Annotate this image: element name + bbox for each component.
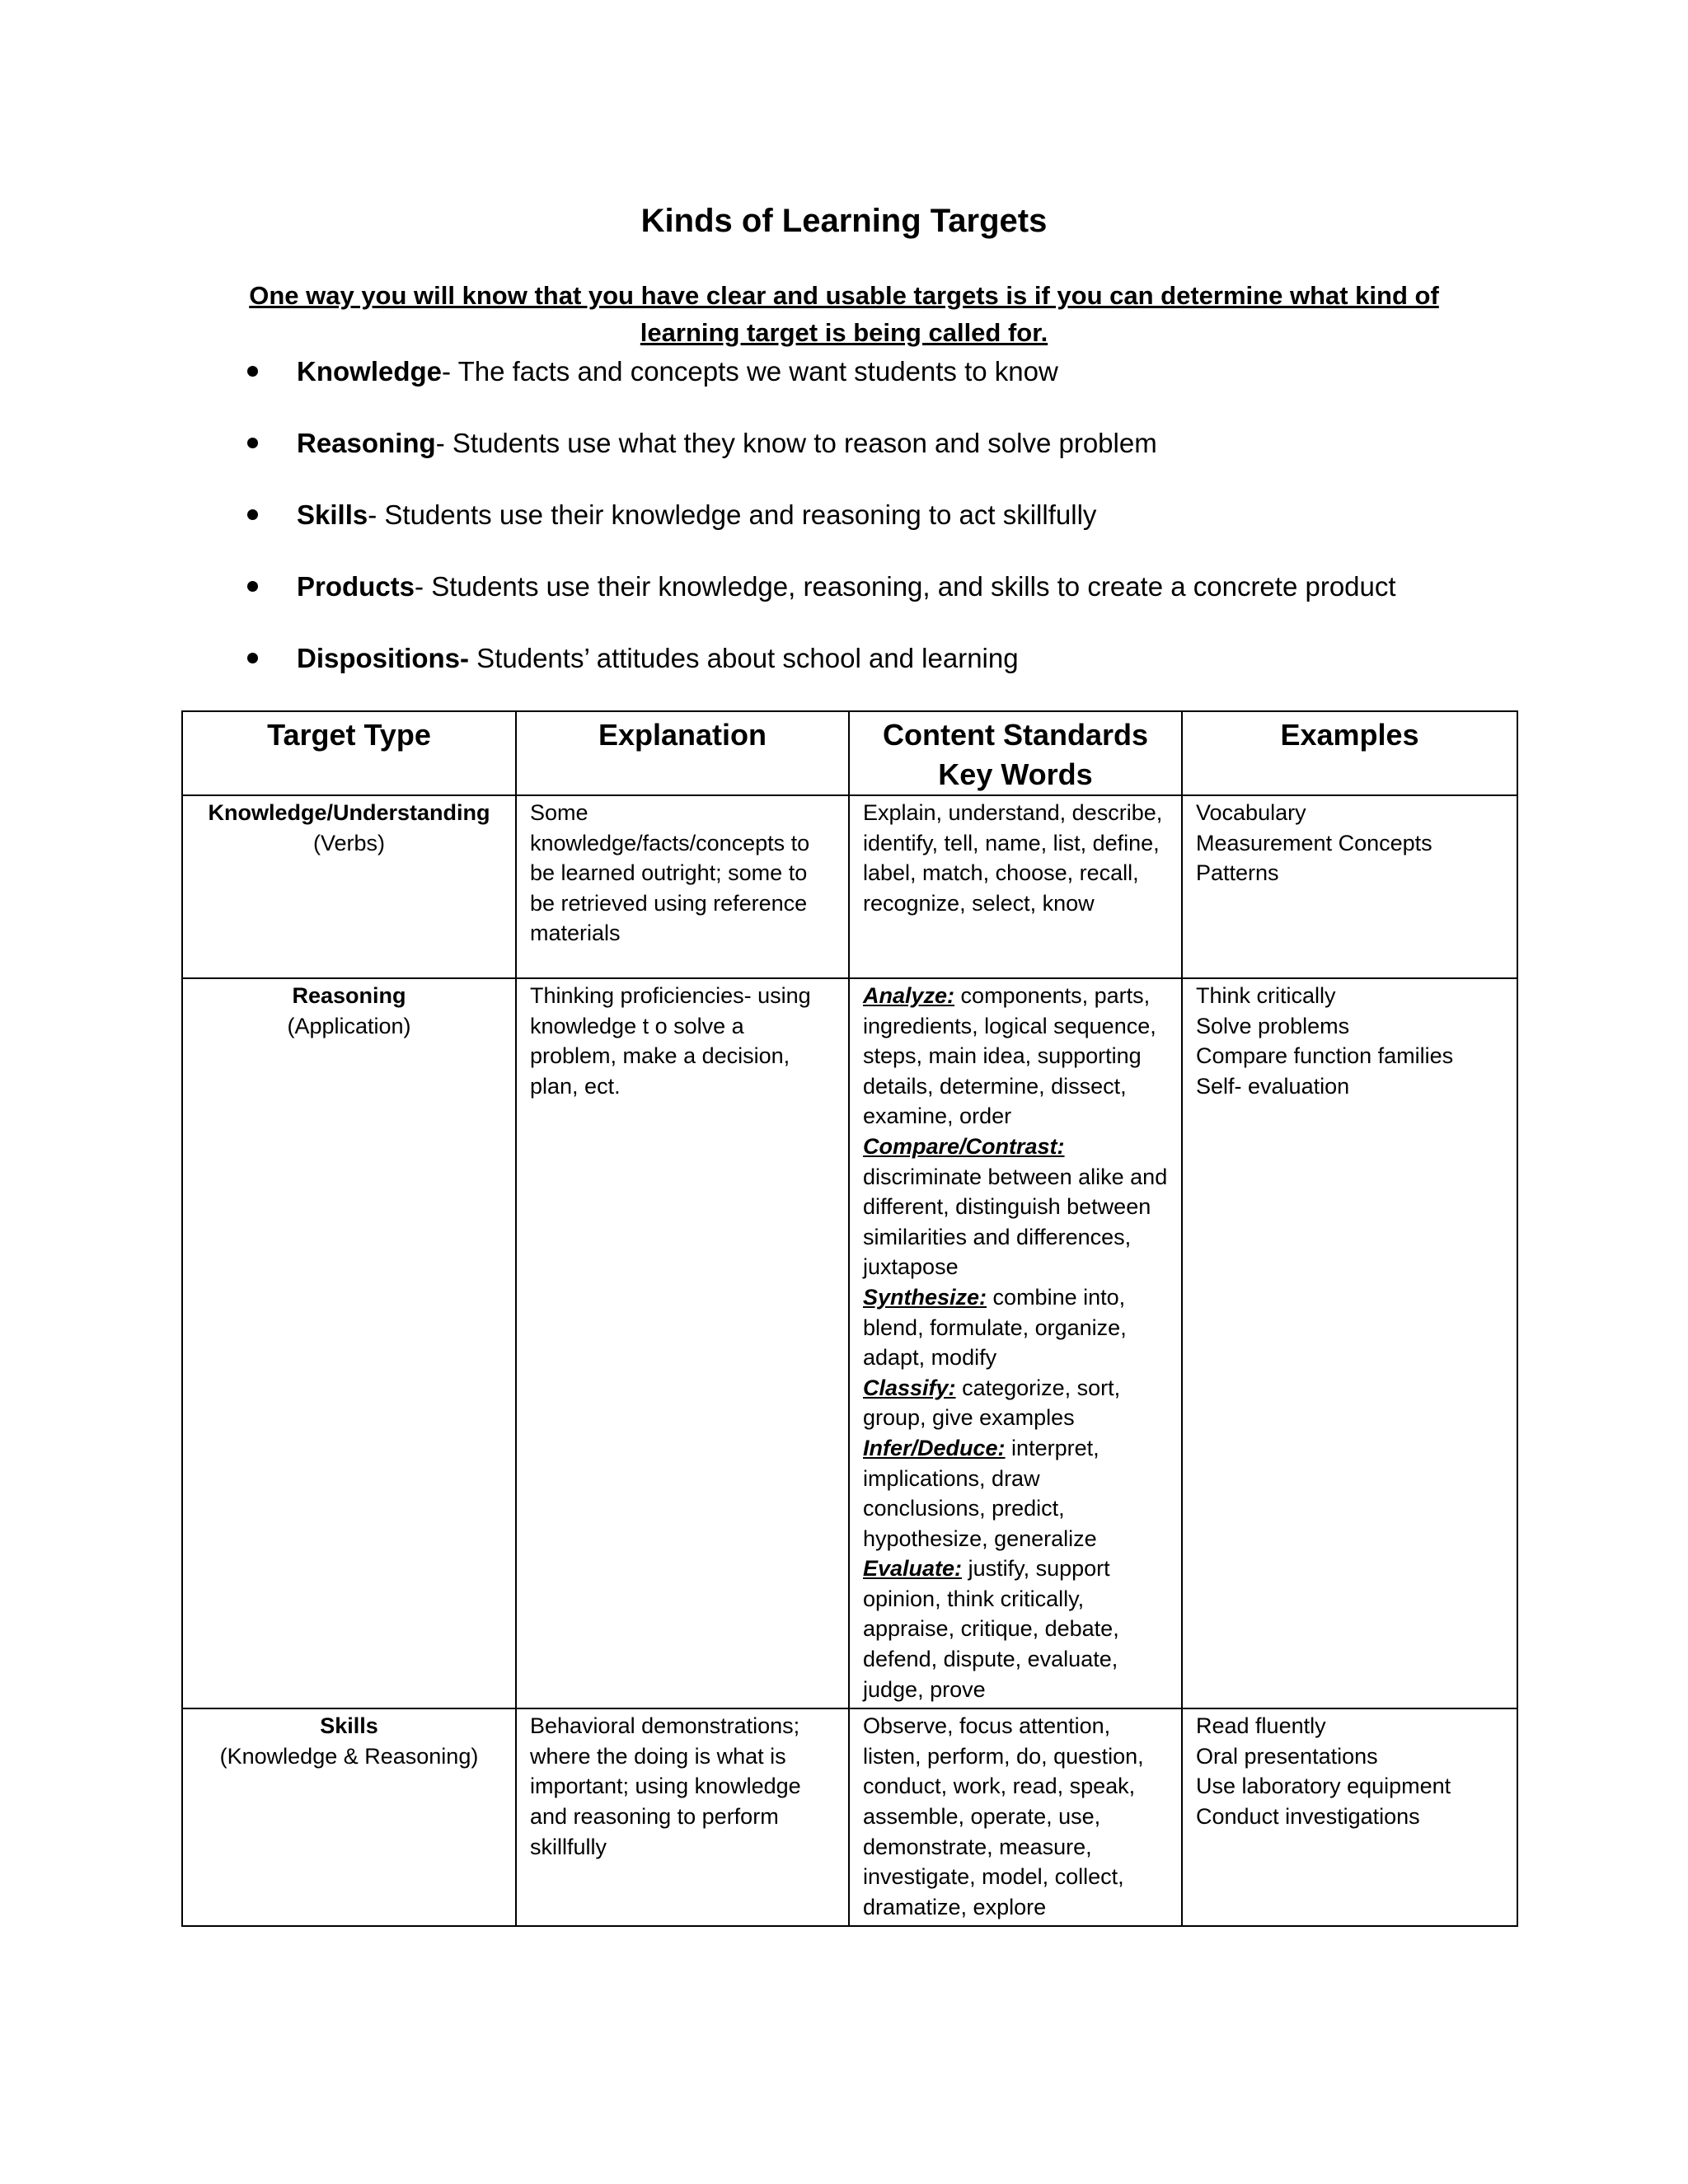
header-target-type: Target Type xyxy=(182,711,516,795)
keyword-text: discriminate between alike and different, distinguish between similarities and differences, juxtapose xyxy=(863,1164,1168,1280)
target-type-name: Skills xyxy=(320,1713,378,1739)
target-type-cell xyxy=(182,795,516,978)
keywords-cell xyxy=(849,978,1182,1708)
keyword-group-compare xyxy=(863,1132,1168,1282)
keyword-label: Evaluate: xyxy=(863,1556,963,1582)
table-header-row xyxy=(182,711,1517,795)
bullet-icon xyxy=(247,653,258,663)
learning-targets-table xyxy=(181,710,1518,1927)
bullet-icon xyxy=(247,581,258,592)
bullet-text: Students’ attitudes about school and learning xyxy=(469,643,1019,673)
examples-cell: Vocabulary Measurement Concepts Patterns xyxy=(1182,795,1517,978)
list-item-knowledge xyxy=(239,350,1475,422)
bullet-text: - Students use their knowledge and reasoning to act skillfully xyxy=(368,499,1097,530)
target-type-cell xyxy=(182,978,516,1708)
keyword-label: Compare/Contrast: xyxy=(863,1133,1065,1159)
examples-cell: Think critically Solve problems Compare function families Self- evaluation xyxy=(1182,978,1517,1708)
bullet-term: Knowledge xyxy=(297,356,443,387)
target-type-sub: (Application) xyxy=(287,1013,411,1038)
target-kinds-list xyxy=(239,350,1475,709)
table-row-skills xyxy=(182,1708,1517,1926)
keyword-text: combine into, blend, formulate, organize, adapt, modify xyxy=(863,1284,1127,1371)
list-item-products xyxy=(239,565,1475,637)
header-explanation: Explanation xyxy=(516,711,849,795)
header-content-standards: Content Standards Key Words xyxy=(849,711,1182,795)
table-row-knowledge xyxy=(182,795,1517,978)
examples-cell: Read fluently Oral presentations Use laboratory equipment Conduct investigations xyxy=(1182,1708,1517,1926)
keyword-group-synthesize xyxy=(863,1282,1168,1373)
bullet-term: Products xyxy=(297,571,415,602)
keyword-group-infer xyxy=(863,1433,1168,1554)
bullet-term: Skills xyxy=(297,499,368,530)
list-item-skills xyxy=(239,494,1475,565)
bullet-term: Reasoning xyxy=(297,428,436,458)
bullet-icon xyxy=(247,366,258,377)
target-type-cell xyxy=(182,1708,516,1926)
page-subtitle: One way you will know that you have clear and usable targets is if you can determine what kind of learning target is being called for. xyxy=(249,281,1439,347)
keyword-group-classify xyxy=(863,1373,1168,1433)
target-type-name: Knowledge/Understanding xyxy=(208,800,490,825)
list-item-reasoning xyxy=(239,422,1475,494)
keyword-text: components, parts, ingredients, logical sequence, steps, main idea, supporting details, determine, dissect, examine, order xyxy=(863,983,1156,1129)
keyword-label: Infer/Deduce: xyxy=(863,1435,1006,1460)
keyword-text: categorize, sort, group, give examples xyxy=(863,1375,1121,1431)
bullet-term: Dispositions- xyxy=(297,643,470,673)
keyword-text: justify, support opinion, think critically, appraise, critique, debate, defend, dispute, evaluate, judge, prove xyxy=(863,1556,1119,1702)
page-title: Kinds of Learning Targets xyxy=(640,203,1048,239)
bullet-icon xyxy=(247,509,258,520)
keyword-group-analyze xyxy=(863,981,1168,1132)
keyword-group-evaluate xyxy=(863,1554,1168,1704)
keyword-label: Synthesize: xyxy=(863,1284,987,1310)
target-type-sub: (Verbs) xyxy=(312,830,386,855)
keywords-cell: Explain, understand, describe, identify, tell, name, list, define, label, match, choose, recall, recognize, select, know xyxy=(849,795,1182,978)
bullet-text: - The facts and concepts we want students to know xyxy=(442,356,1058,387)
header-examples: Examples xyxy=(1182,711,1517,795)
keywords-cell: Observe, focus attention, listen, perform, do, question, conduct, work, read, speak, assemble, operate, use, demonstrate, measure, investigate, model, collect, dramatize, explore xyxy=(849,1708,1182,1926)
keyword-text: interpret, implications, draw conclusions, predict, hypothesize, generalize xyxy=(863,1435,1100,1551)
explanation-cell: Some knowledge/facts/concepts to be learned outright; some to be retrieved using reference materials xyxy=(516,795,849,978)
list-item-dispositions xyxy=(239,637,1475,709)
keyword-label: Classify: xyxy=(863,1375,956,1400)
bullet-text: - Students use their knowledge, reasoning, and skills to create a concrete product xyxy=(415,571,1396,602)
bullet-icon xyxy=(247,438,258,448)
explanation-cell: Thinking proficiencies- using knowledge t o solve a problem, make a decision, plan, ect. xyxy=(516,978,849,1708)
explanation-cell: Behavioral demonstrations; where the doing is what is important; using knowledge and reasoning to perform skillfully xyxy=(516,1708,849,1926)
bullet-text: - Students use what they know to reason and solve problem xyxy=(435,428,1157,458)
target-type-sub: (Knowledge & Reasoning) xyxy=(219,1743,479,1769)
table-row-reasoning xyxy=(182,978,1517,1708)
target-type-name: Reasoning xyxy=(292,983,406,1008)
keyword-label: Analyze: xyxy=(863,983,955,1008)
